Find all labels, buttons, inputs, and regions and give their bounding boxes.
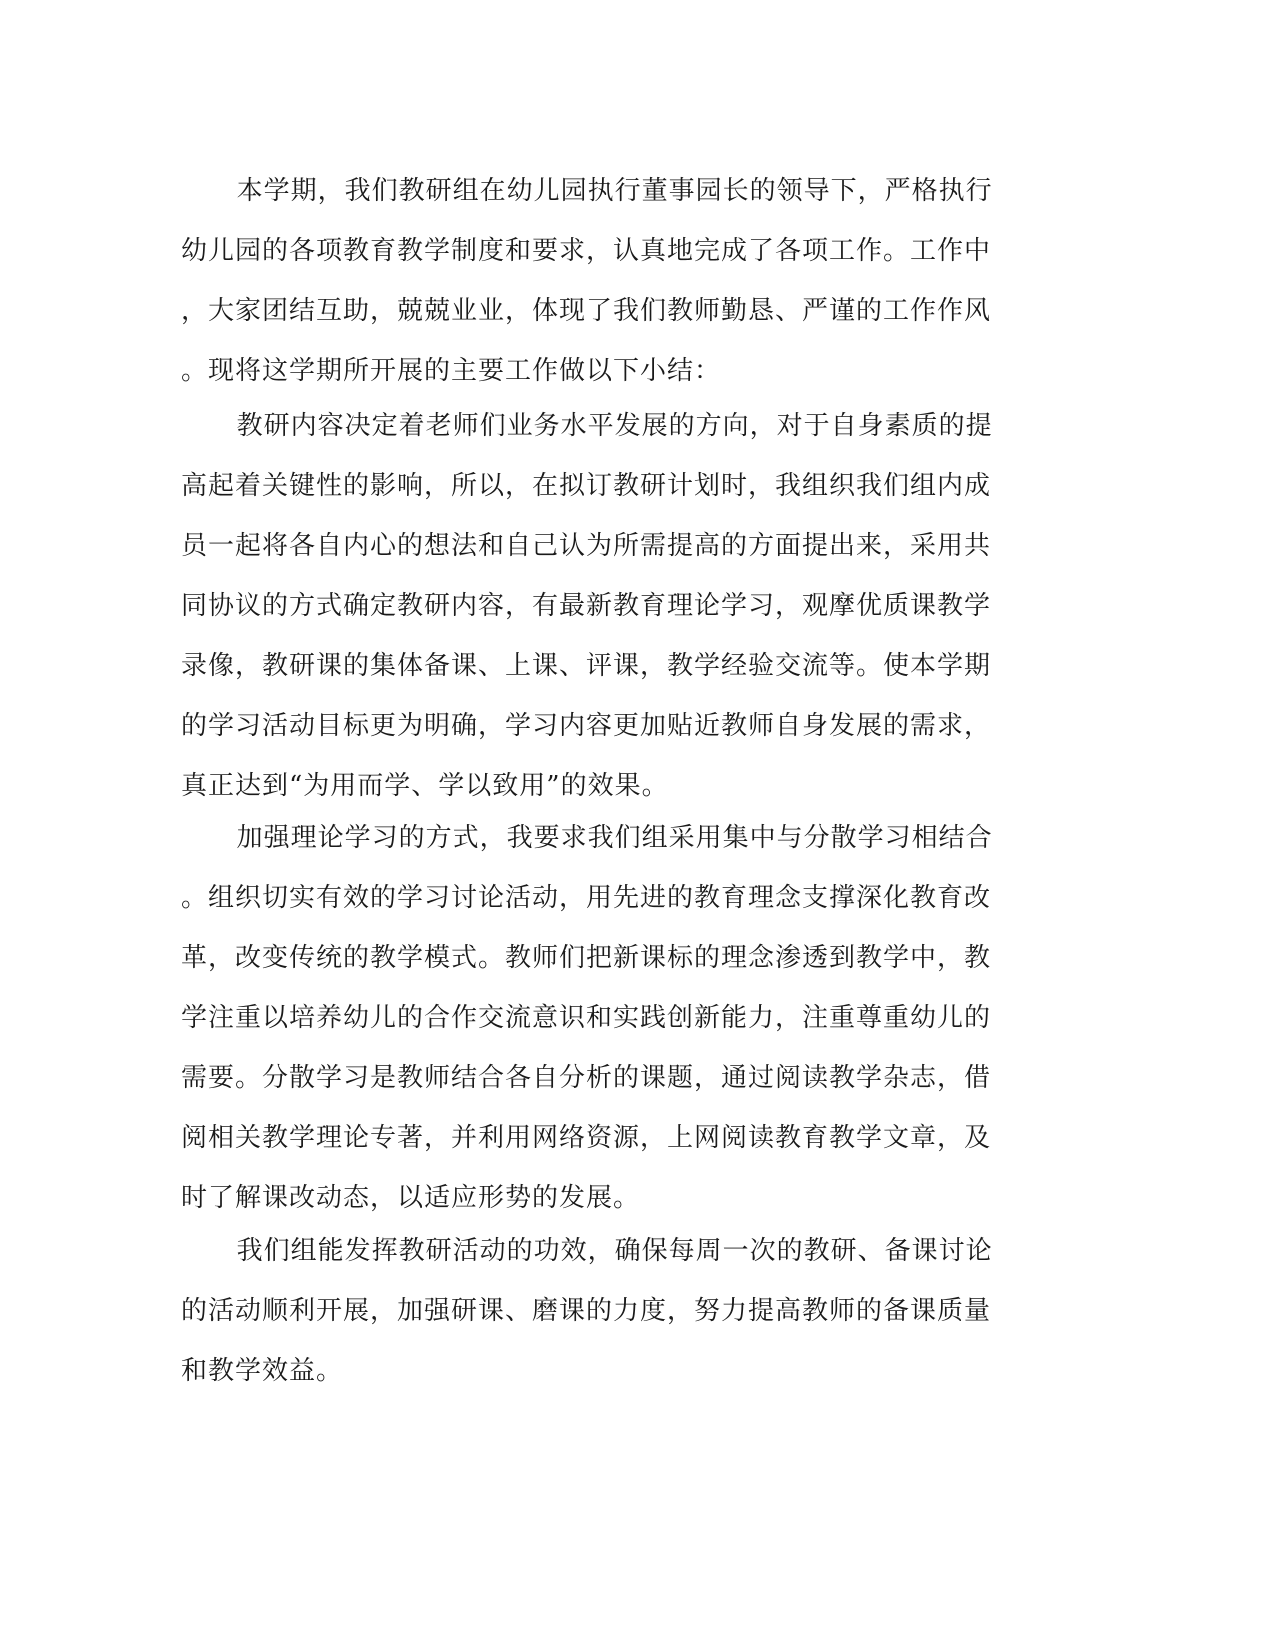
paragraph-line: 学注重以培养幼儿的合作交流意识和实践创新能力，注重尊重幼儿的 [181,1003,992,1033]
paragraph-line: 同协议的方式确定教研内容，有最新教育理论学习，观摩优质课教学 [181,591,992,621]
paragraph-intro [181,161,1031,401]
paragraph-line: 员一起将各自内心的想法和自己认为所需提高的方面提出来，采用共 [181,531,992,561]
paragraph-line: 的学习活动目标更为明确，学习内容更加贴近教师自身发展的需求， [181,711,992,741]
paragraph-line: 我们组能发挥教研活动的功效，确保每周一次的教研、备课讨论 [181,1236,993,1266]
paragraph-line: 时了解课改动态，以适应形势的发展。 [181,1183,641,1213]
paragraph-line: 革，改变传统的教学模式。教师们把新课标的理念渗透到教学中，教 [181,943,992,973]
paragraph-line: 加强理论学习的方式，我要求我们组采用集中与分散学习相结合 [181,823,993,853]
paragraph-line: 本学期，我们教研组在幼儿园执行董事园长的领导下，严格执行 [181,176,993,206]
paragraph-line: 。组织切实有效的学习讨论活动，用先进的教育理念支撑深化教育改 [181,883,992,913]
paragraph-research-activities [181,1221,1031,1401]
paragraph-line: 。现将这学期所开展的主要工作做以下小结： [181,356,722,386]
paragraph-line: 和教学效益。 [181,1356,344,1386]
paragraph-theory-study [181,808,1031,1228]
paragraph-line: 幼儿园的各项教育教学制度和要求，认真地完成了各项工作。工作中 [181,236,992,266]
paragraph-line: 录像，教研课的集体备课、上课、评课，教学经验交流等。使本学期 [181,651,992,681]
paragraph-line: 教研内容决定着老师们业务水平发展的方向，对于自身素质的提 [181,411,993,441]
paragraph-line: 的活动顺利开展，加强研课、磨课的力度，努力提高教师的备课质量 [181,1296,992,1326]
paragraph-research-content [181,396,1031,816]
paragraph-line: 真正达到“为用而学、学以致用”的效果。 [181,771,669,801]
paragraph-line: 阅相关教学理论专著，并利用网络资源，上网阅读教育教学文章，及 [181,1123,992,1153]
paragraph-line: 高起着关键性的影响，所以，在拟订教研计划时，我组织我们组内成 [181,471,992,501]
paragraph-line: ，大家团结互助，兢兢业业，体现了我们教师勤恳、严谨的工作作风 [181,296,992,326]
paragraph-line: 需要。分散学习是教师结合各自分析的课题，通过阅读教学杂志，借 [181,1063,992,1093]
